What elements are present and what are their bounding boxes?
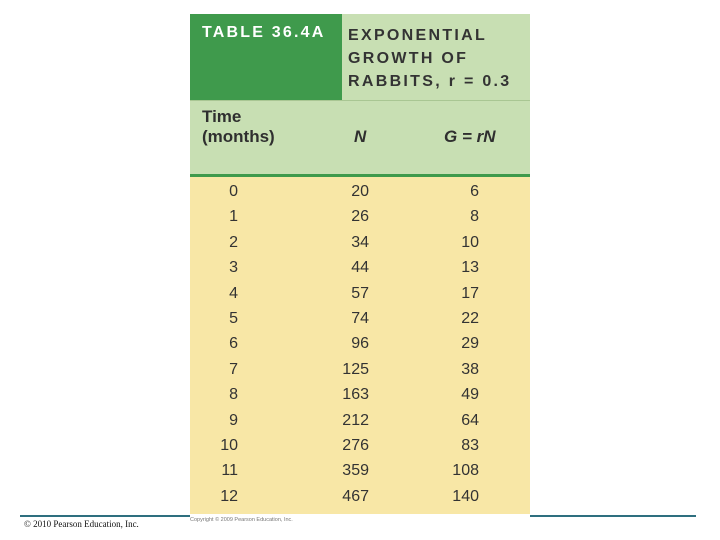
cell-g: 6: [470, 183, 479, 200]
table-number-tag: [190, 14, 342, 100]
cell-n: 276: [342, 436, 369, 454]
cell-n: 20: [351, 183, 369, 200]
table-row: [190, 282, 530, 307]
table-body: [190, 180, 530, 510]
cell-n: 96: [351, 335, 369, 353]
cell-g: 17: [461, 284, 479, 302]
cell-n: 125: [342, 360, 369, 378]
panel-copyright: Copyright © 2009 Pearson Education, Inc.: [190, 517, 293, 523]
cell-g: 108: [452, 462, 479, 480]
table-number: TABLE 36.4A: [202, 24, 326, 41]
cell-g: 8: [470, 208, 479, 226]
table-row: [190, 180, 530, 205]
cell-time: 9: [229, 411, 238, 429]
table-row: [190, 358, 530, 383]
cell-g: 29: [461, 335, 479, 353]
cell-g: 64: [461, 411, 479, 429]
cell-time: 11: [221, 462, 238, 480]
cell-time: 1: [229, 208, 238, 226]
cell-n: 26: [351, 208, 369, 226]
table-row: [190, 231, 530, 256]
cell-g: 38: [461, 360, 479, 378]
cell-time: 4: [229, 284, 238, 302]
cell-n: 74: [351, 309, 369, 327]
table-row: [190, 383, 530, 408]
cell-time: 8: [229, 386, 238, 404]
table-row: [190, 256, 530, 281]
cell-g: 10: [461, 233, 479, 251]
cell-time: 3: [229, 259, 238, 277]
column-header-time: Time (months): [202, 107, 275, 146]
cell-g: 83: [461, 436, 479, 454]
cell-time: 7: [229, 360, 238, 378]
table-row: [190, 332, 530, 357]
cell-g: 140: [452, 487, 479, 505]
cell-n: 34: [351, 233, 369, 251]
header-divider: [190, 174, 530, 177]
cell-time: 2: [229, 233, 238, 251]
cell-time: 5: [229, 309, 238, 327]
table-row: [190, 485, 530, 510]
column-header-row: [190, 100, 530, 176]
slide-footer-rule-right: [530, 515, 696, 517]
cell-time: 0: [229, 183, 238, 200]
cell-time: 10: [220, 436, 238, 454]
cell-n: 212: [342, 411, 369, 429]
table-title: EXPONENTIAL GROWTH OF RABBITS, r = 0.3: [348, 27, 512, 90]
cell-g: 22: [461, 309, 479, 327]
cell-n: 163: [342, 386, 369, 404]
cell-n: 467: [342, 487, 369, 505]
slide-copyright: © 2010 Pearson Education, Inc.: [24, 519, 139, 529]
cell-n: 44: [351, 259, 369, 277]
column-header-g: G = rN: [444, 127, 496, 146]
cell-g: 13: [461, 259, 479, 277]
cell-g: 49: [461, 386, 479, 404]
table-row: [190, 205, 530, 230]
slide-footer-rule-left: [20, 515, 190, 517]
table-row: [190, 409, 530, 434]
cell-time: 12: [220, 487, 238, 505]
cell-n: 57: [351, 284, 369, 302]
cell-n: 359: [342, 462, 369, 480]
data-table-panel: [190, 14, 530, 514]
cell-time: 6: [229, 335, 238, 353]
table-header: [190, 14, 530, 100]
table-row: [190, 459, 530, 484]
table-row: [190, 434, 530, 459]
table-row: [190, 307, 530, 332]
column-header-n: N: [354, 127, 367, 146]
